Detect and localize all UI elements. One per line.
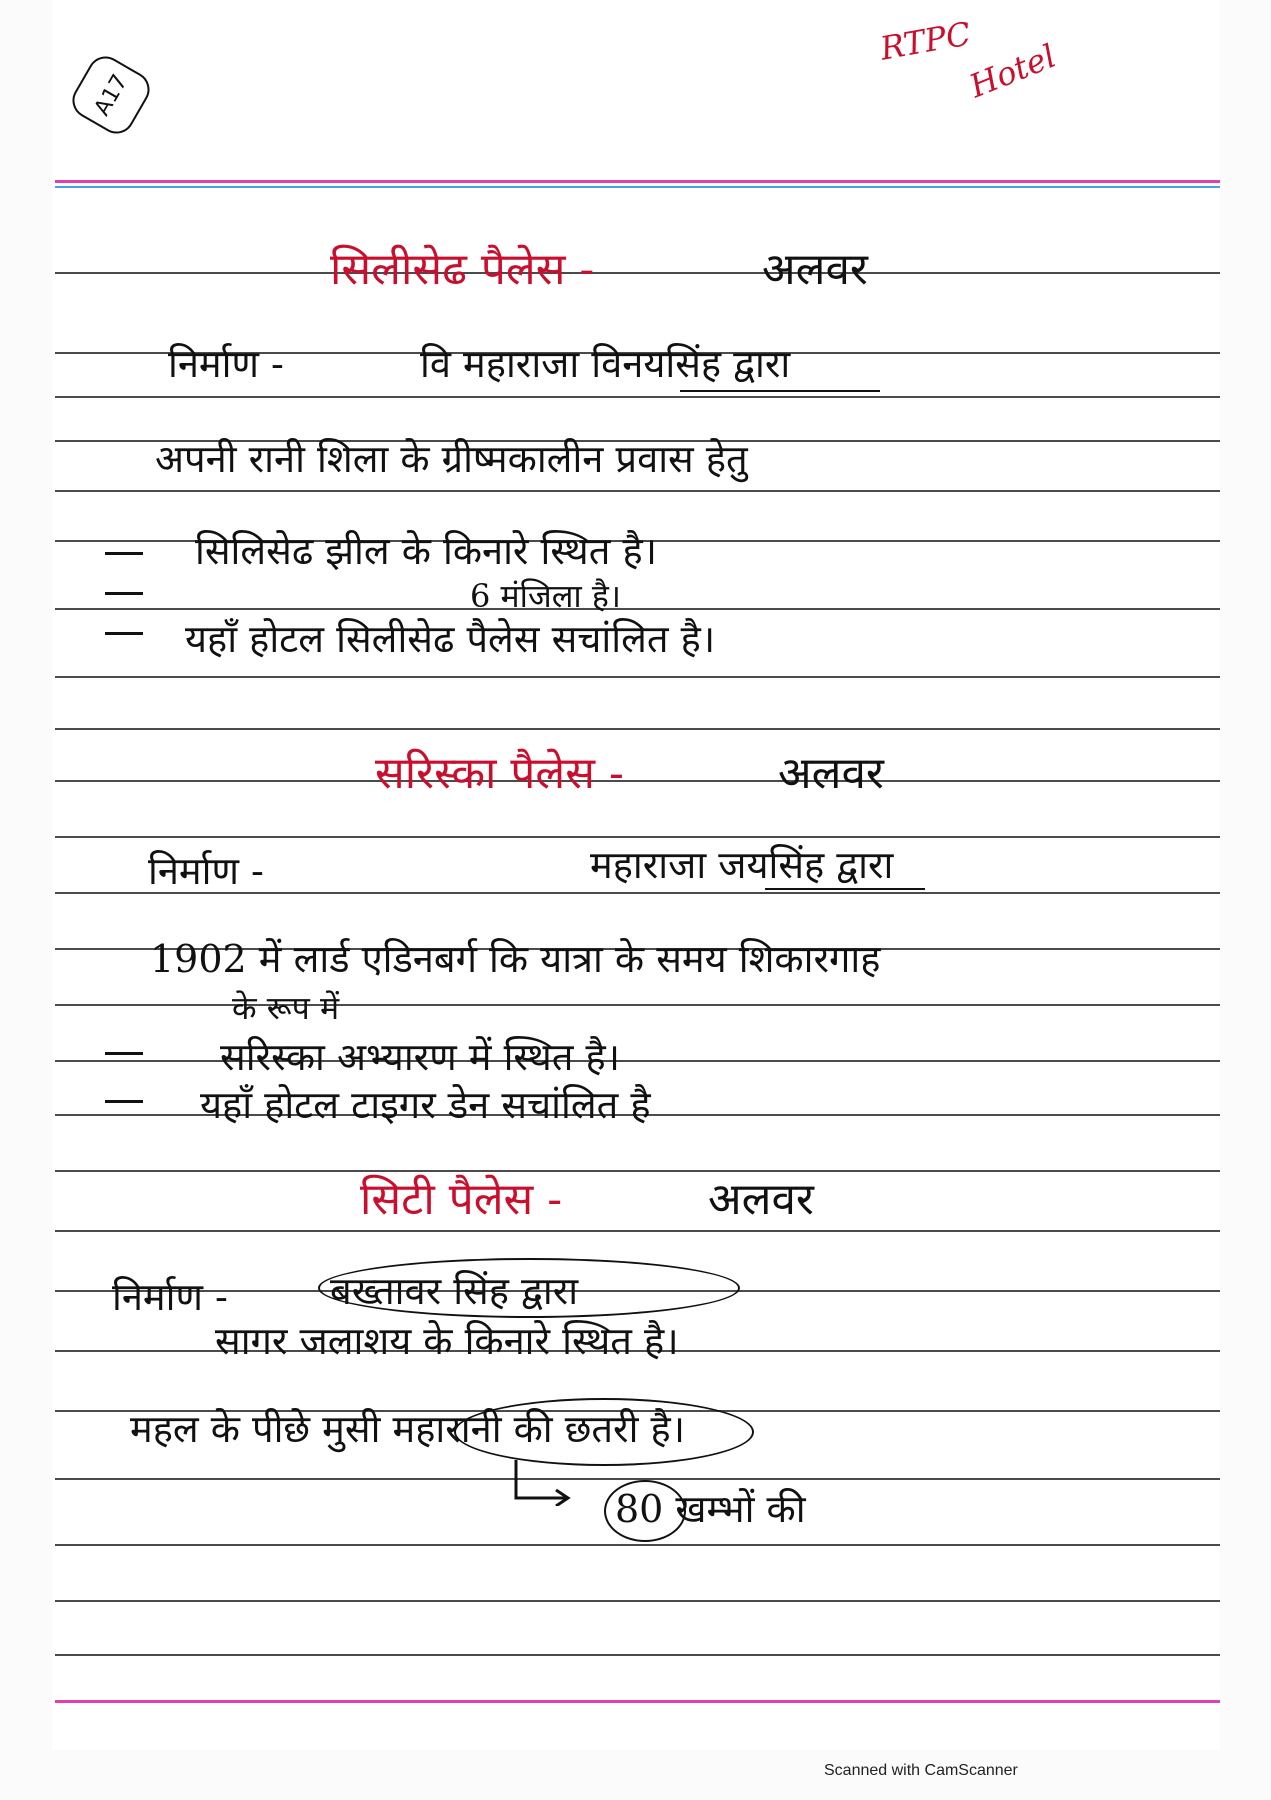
section-1-bullet-2: 6 मंजिला है। — [470, 577, 621, 615]
section-3-title: सिटी पैलेस - — [360, 1174, 563, 1225]
section-1-line-2: अपनी रानी शिला के ग्रीष्मकालीन प्रवास हेतु — [155, 437, 748, 481]
scanner-watermark: Scanned with CamScanner — [824, 1762, 1018, 1779]
section-2-bullet-2: यहाँ होटल टाइगर डेन सचांलित है — [200, 1083, 651, 1127]
section-2-title: सरिस्का पैलेस - — [375, 748, 624, 799]
annotation-circle — [454, 1398, 754, 1466]
section-1-title: सिलीसेढ पैलेस - — [330, 244, 595, 295]
bottom-margin-line — [55, 1700, 1220, 1703]
section-2-construction-value: महाराजा जयसिंह द्वारा — [590, 843, 894, 887]
section-3-construction-label: निर्माण - — [112, 1275, 228, 1319]
top-margin-line-blue — [55, 186, 1220, 188]
underline — [680, 390, 880, 392]
ruled-line — [55, 728, 1220, 730]
ruled-line — [55, 676, 1220, 678]
ruled-line — [55, 396, 1220, 398]
section-1-city: अलवर — [762, 244, 868, 295]
bullet-dash — [105, 1100, 143, 1103]
section-2-construction-label: निर्माण - — [148, 849, 264, 893]
ruled-line — [55, 272, 1220, 274]
section-2-city: अलवर — [778, 748, 884, 799]
tag-hotel: Hotel — [964, 36, 1062, 106]
ruled-line — [55, 1544, 1220, 1546]
bullet-dash — [105, 632, 143, 635]
section-3-city: अलवर — [708, 1174, 814, 1225]
section-1-construction-label: निर्माण - — [168, 342, 284, 386]
section-2-line-2: 1902 में लार्ड एडिनबर्ग कि यात्रा के समय शिकारगाह — [150, 937, 881, 981]
margin-note-text: A17 — [89, 70, 133, 120]
section-1-bullet-3: यहाँ होटल सिलीसेढ पैलेस सचांलित है। — [185, 617, 716, 661]
underline — [765, 888, 925, 890]
ruled-line — [55, 490, 1220, 492]
annotation-circle — [318, 1258, 740, 1318]
bullet-dash — [105, 552, 143, 555]
ruled-line — [55, 1600, 1220, 1602]
section-2-bullet-1: सरिस्का अभ्यारण में स्थित है। — [220, 1035, 621, 1079]
ruled-line — [55, 780, 1220, 782]
section-3-construction-value: बख्तावर सिंह द्वारा — [330, 1269, 579, 1313]
section-3-note: 80 खम्भों की — [615, 1487, 806, 1531]
ruled-line — [55, 608, 1220, 610]
arrow-icon — [512, 1458, 572, 1506]
bullet-dash — [105, 1052, 143, 1055]
ruled-line — [55, 1170, 1220, 1172]
section-2-line-3: के रूप में — [232, 989, 340, 1027]
ruled-line — [55, 836, 1220, 838]
section-3-line-2: सागर जलाशय के किनारे स्थित है। — [215, 1319, 679, 1363]
top-margin-line — [55, 180, 1220, 183]
section-3-line-3: महल के पीछे मुसी महारानी की छतरी है। — [130, 1407, 686, 1451]
annotation-circle — [604, 1480, 686, 1542]
section-1-construction-value: वि महाराजा विनयसिंह द्वारा — [420, 342, 791, 386]
section-1-bullet-1: सिलिसेढ झील के किनारे स्थित है। — [195, 529, 658, 573]
tag-rtpc: RTPC — [877, 14, 974, 68]
ruled-line — [55, 1230, 1220, 1232]
ruled-line — [55, 1654, 1220, 1656]
ruled-line — [55, 1004, 1220, 1006]
bullet-dash — [105, 592, 143, 595]
